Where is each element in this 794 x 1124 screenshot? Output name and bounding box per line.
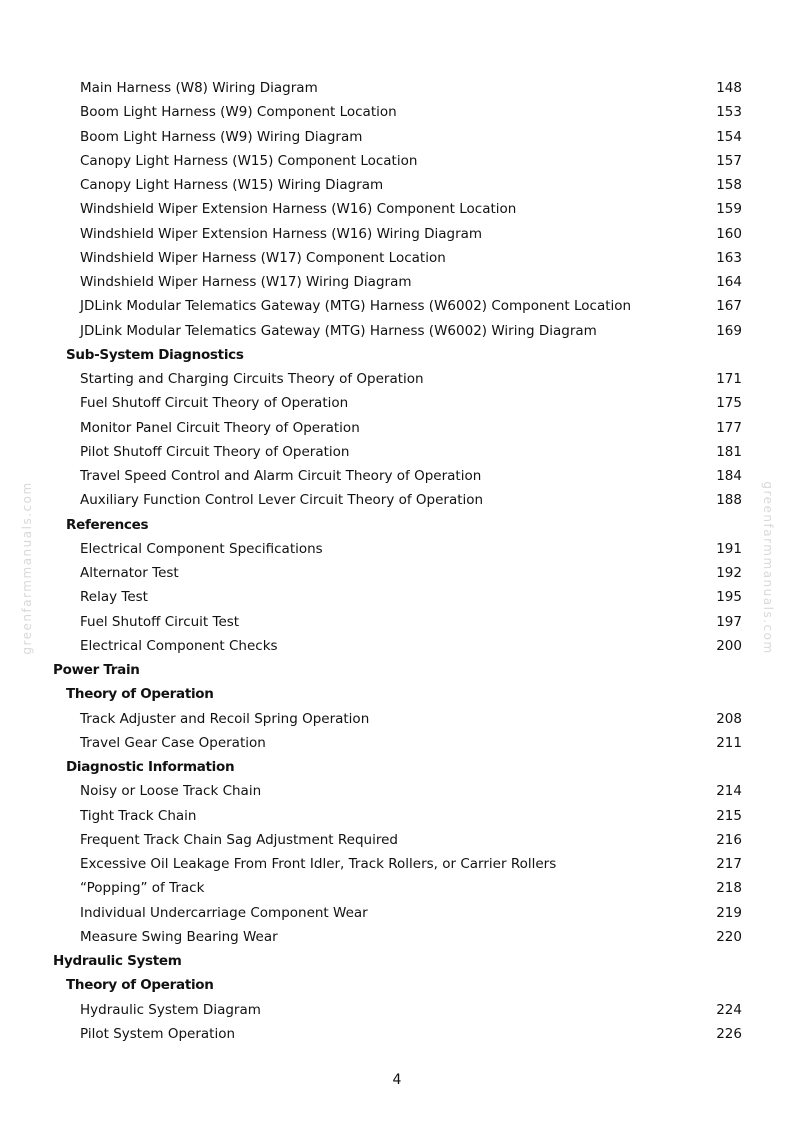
- toc-entry-page: 154: [716, 128, 742, 145]
- toc-entry-title: Boom Light Harness (W9) Wiring Diagram: [80, 128, 363, 145]
- toc-entry-page: 169: [716, 322, 742, 339]
- toc-entry[interactable]: [0, 76, 794, 100]
- toc-entry-page: 181: [716, 443, 742, 460]
- toc-entry-page: 177: [716, 419, 742, 436]
- toc-entry-title: Tight Track Chain: [80, 807, 197, 824]
- toc-entry-title: Electrical Component Checks: [80, 637, 278, 654]
- toc-entry[interactable]: [0, 149, 794, 173]
- toc-entry[interactable]: [0, 585, 794, 609]
- toc-entry-title: Canopy Light Harness (W15) Wiring Diagram: [80, 177, 384, 193]
- toc-entry-page: 153: [716, 104, 742, 121]
- toc-entry[interactable]: [0, 828, 794, 852]
- toc-entry-title: Main Harness (W8) Wiring Diagram: [80, 80, 318, 96]
- toc-entry[interactable]: [0, 197, 794, 221]
- toc-entry-title: Canopy Light Harness (W15) Component Location: [80, 152, 418, 169]
- toc-entry-title: Hydraulic System: [53, 953, 182, 969]
- toc-entry[interactable]: [0, 125, 794, 149]
- toc-entry-page: 148: [716, 80, 742, 96]
- toc-entry-title: “Popping” of Track: [80, 880, 205, 897]
- toc-entry-title: Fuel Shutoff Circuit Theory of Operation: [80, 395, 349, 412]
- toc-entry-page: 224: [716, 1001, 742, 1018]
- toc-entry-title: References: [66, 516, 149, 533]
- toc-entry-title: Starting and Charging Circuits Theory of Operation: [80, 371, 424, 387]
- toc-section-heading[interactable]: [0, 658, 794, 682]
- watermark-right: greenfarmmanuals.com: [761, 481, 775, 655]
- table-of-contents: [0, 76, 794, 1046]
- toc-entry-page: 188: [716, 492, 742, 509]
- toc-entry-page: 214: [716, 783, 742, 800]
- toc-entry-title: Noisy or Loose Track Chain: [80, 783, 262, 800]
- toc-entry-title: Electrical Component Specifications: [80, 540, 323, 557]
- toc-entry-title: Individual Undercarriage Component Wear: [80, 904, 368, 921]
- toc-entry-page: 211: [716, 734, 742, 751]
- toc-entry-page: 197: [716, 613, 742, 630]
- toc-entry-page: 218: [716, 880, 742, 897]
- toc-entry-title: Travel Speed Control and Alarm Circuit Theory of Operation: [80, 468, 482, 484]
- toc-entry-title: Windshield Wiper Extension Harness (W16) Wiring Diagram: [80, 225, 483, 242]
- toc-entry[interactable]: [0, 440, 794, 464]
- toc-entry-title: JDLink Modular Telematics Gateway (MTG) Harness (W6002) Wiring Diagram: [80, 322, 597, 339]
- watermark-left: greenfarmmanuals.com: [20, 481, 34, 655]
- toc-entry[interactable]: [0, 464, 794, 488]
- toc-entry-page: 164: [716, 274, 742, 290]
- toc-entry[interactable]: [0, 901, 794, 925]
- toc-entry-page: 192: [716, 565, 742, 581]
- toc-entry[interactable]: [0, 246, 794, 270]
- toc-entry[interactable]: [0, 367, 794, 391]
- toc-entry-title: Pilot Shutoff Circuit Theory of Operation: [80, 443, 350, 460]
- toc-entry[interactable]: [0, 1022, 794, 1046]
- toc-entry-page: 219: [716, 904, 742, 921]
- toc-section-heading[interactable]: [0, 949, 794, 973]
- toc-entry-page: 220: [716, 928, 742, 945]
- toc-entry[interactable]: [0, 925, 794, 949]
- toc-entry-title: Windshield Wiper Harness (W17) Component Location: [80, 249, 446, 266]
- toc-entry-page: 215: [716, 807, 742, 824]
- toc-entry-title: Theory of Operation: [66, 977, 214, 994]
- toc-entry[interactable]: [0, 294, 794, 318]
- toc-entry-title: Fuel Shutoff Circuit Test: [80, 613, 240, 630]
- toc-entry[interactable]: [0, 852, 794, 876]
- toc-entry[interactable]: [0, 100, 794, 124]
- toc-entry-title: Measure Swing Bearing Wear: [80, 928, 278, 945]
- toc-entry[interactable]: [0, 222, 794, 246]
- toc-entry[interactable]: [0, 998, 794, 1022]
- toc-entry-title: Monitor Panel Circuit Theory of Operation: [80, 419, 360, 436]
- toc-entry-title: Relay Test: [80, 589, 148, 606]
- toc-entry-title: JDLink Modular Telematics Gateway (MTG) Harness (W6002) Component Location: [80, 298, 632, 315]
- toc-entry-title: Boom Light Harness (W9) Component Location: [80, 104, 397, 121]
- toc-entry[interactable]: [0, 537, 794, 561]
- toc-entry[interactable]: [0, 488, 794, 512]
- toc-entry-page: 191: [716, 540, 742, 557]
- toc-entry-title: Windshield Wiper Harness (W17) Wiring Diagram: [80, 274, 412, 290]
- toc-entry-title: Pilot System Operation: [80, 1025, 236, 1042]
- toc-entry[interactable]: [0, 561, 794, 585]
- toc-entry-page: 226: [716, 1025, 742, 1042]
- toc-entry-title: Track Adjuster and Recoil Spring Operation: [80, 710, 370, 727]
- page-number: 4: [392, 1072, 402, 1088]
- toc-subsection-heading[interactable]: [0, 755, 794, 779]
- toc-entry-title: Hydraulic System Diagram: [80, 1001, 261, 1018]
- toc-entry-title: Windshield Wiper Extension Harness (W16) Component Location: [80, 201, 517, 218]
- toc-entry-title: Alternator Test: [80, 565, 179, 581]
- toc-entry-title: Auxiliary Function Control Lever Circuit Theory of Operation: [80, 492, 484, 509]
- toc-entry[interactable]: [0, 270, 794, 294]
- toc-entry[interactable]: [0, 779, 794, 803]
- toc-entry-title: Excessive Oil Leakage From Front Idler, Track Rollers, or Carrier Rollers: [80, 856, 557, 872]
- toc-subsection-heading[interactable]: [0, 682, 794, 706]
- toc-entry-page: 157: [716, 152, 742, 169]
- toc-entry-page: 216: [716, 831, 742, 848]
- toc-entry[interactable]: [0, 610, 794, 634]
- toc-entry-title: Diagnostic Information: [66, 759, 235, 775]
- toc-entry-page: 195: [716, 589, 742, 606]
- toc-entry-page: 163: [716, 249, 742, 266]
- toc-subsection-heading[interactable]: [0, 973, 794, 997]
- toc-subsection-heading[interactable]: [0, 513, 794, 537]
- toc-subsection-heading[interactable]: [0, 343, 794, 367]
- toc-entry-page: 200: [716, 637, 742, 654]
- toc-entry-title: Power Train: [53, 662, 140, 678]
- toc-entry-page: 167: [716, 298, 742, 315]
- toc-entry[interactable]: [0, 804, 794, 828]
- toc-entry-page: 158: [716, 177, 742, 193]
- toc-entry-title: Theory of Operation: [66, 686, 214, 703]
- toc-entry-title: Sub-System Diagnostics: [66, 346, 244, 363]
- toc-entry-page: 160: [716, 225, 742, 242]
- toc-entry[interactable]: [0, 319, 794, 343]
- toc-entry-page: 175: [716, 395, 742, 412]
- toc-entry-page: 217: [716, 856, 742, 872]
- toc-entry-title: Travel Gear Case Operation: [80, 734, 266, 751]
- toc-entry-page: 184: [716, 468, 742, 484]
- toc-entry[interactable]: [0, 731, 794, 755]
- toc-entry[interactable]: [0, 173, 794, 197]
- toc-entry[interactable]: [0, 416, 794, 440]
- toc-entry[interactable]: [0, 634, 794, 658]
- toc-entry-page: 159: [716, 201, 742, 218]
- toc-entry[interactable]: [0, 707, 794, 731]
- toc-entry-page: 171: [716, 371, 742, 387]
- toc-entry-page: 208: [716, 710, 742, 727]
- toc-entry[interactable]: [0, 391, 794, 415]
- toc-entry-title: Frequent Track Chain Sag Adjustment Required: [80, 831, 398, 848]
- toc-entry[interactable]: [0, 876, 794, 900]
